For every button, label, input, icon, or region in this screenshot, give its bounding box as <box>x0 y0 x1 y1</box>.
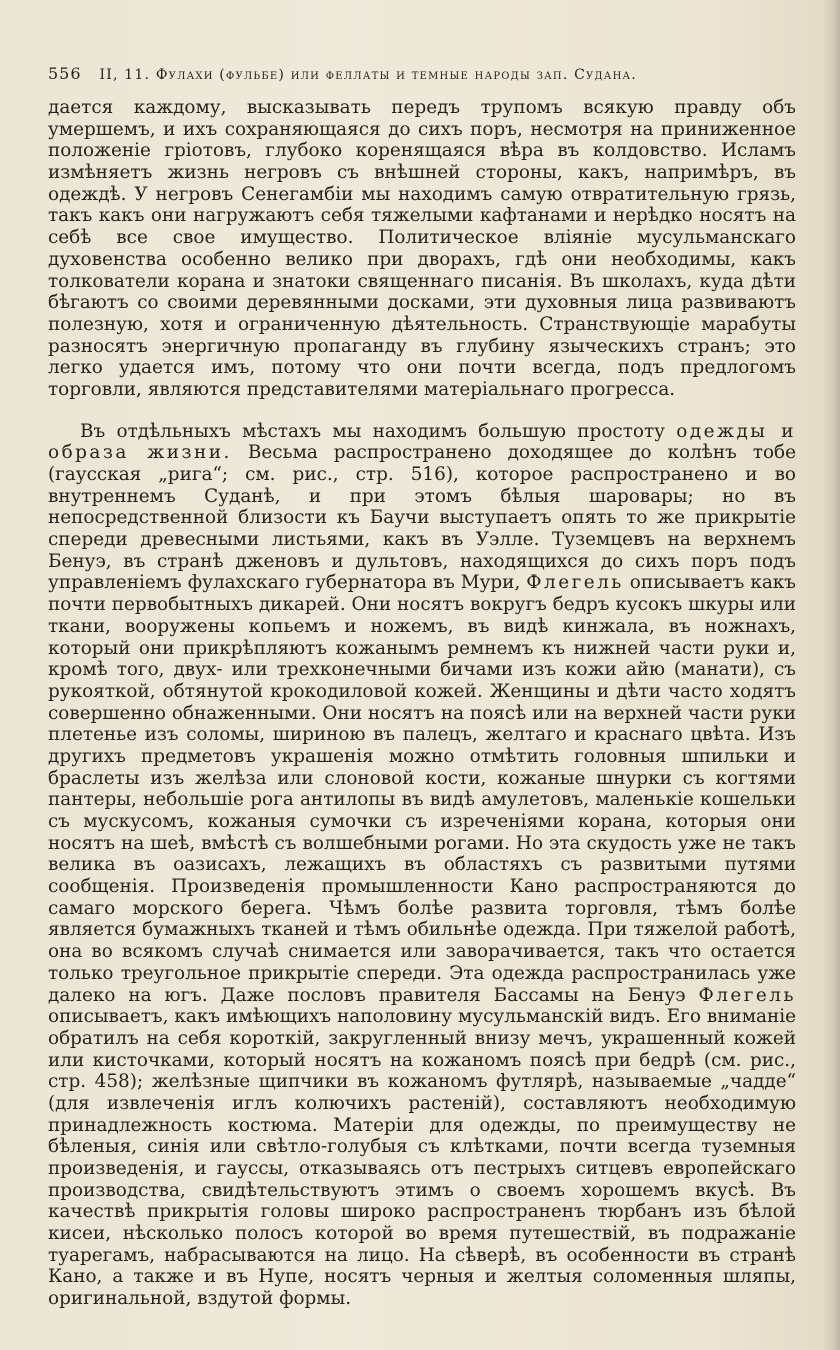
running-head: II, 11. Фулахи (фульбе) или феллаты и темные народы зап. Судана. <box>99 67 637 83</box>
paragraph-2-text-b: Весьма распространено доходящее до колѣнъ тобе (гаусская „рига“; см. рис., стр. 516), которое распространено и во внутреннемъ Суданѣ, и при этомъ бѣлыя шаровары; но въ непосредственной близости къ Баучи выступаетъ опять то же прикрытіе спереди древесными листьями, какъ въ Уэлле. Туземцевъ на верхнемъ Бенуэ, въ странѣ дженовъ и дультовъ, находящихся до сихъ поръ подъ управленіемъ фулахскаго губернатора въ Мури, <box>48 442 796 594</box>
paragraph-2-text-a: Въ отдѣльныхъ мѣстахъ мы находимъ большую простоту <box>80 420 677 442</box>
body-text <box>48 97 796 1310</box>
paragraph-2 <box>48 421 796 1310</box>
paragraph-1-text: дается каждому, высказывать передъ трупомъ всякую правду объ умершемъ, и ихъ сохраняющаяся до сихъ поръ, несмотря на приниженное положеніе гріотовъ, глубоко коренящаяся вѣра въ колдовство. Исламъ измѣняетъ жизнь негровъ съ внѣшней стороны, какъ, напримѣръ, въ одеждѣ. У негровъ Сенегамбіи мы находимъ самую отвратительную грязь, такъ какъ они нагружаютъ себя тяжелыми кафтанами и нерѣдко носятъ на себѣ все свое имущество. Политическое вліяніе мусульманскаго духовенства особенно велико при дворахъ, гдѣ они необходимы, какъ толкователи корана и знатоки священнаго писанія. Въ школахъ, куда дѣти бѣгаютъ со своими деревянными досками, эти духовныя лица развиваютъ полезную, хотя и ограниченную дѣятельность. Странствующіе марабуты разносятъ энергичную пропаганду въ глубину языческихъ странъ; это легко удается имъ, потому что они почти всегда, подъ предлогомъ торговли, являются представителями матеріальнаго прогресса. <box>48 97 796 400</box>
author-name-flegel-2: Флегель <box>698 984 796 1006</box>
paragraph-2-text-d: описываетъ, какъ имѣющихъ наполовину мусульманскій видъ. Его вниманіе обратилъ на себя короткій, закругленный внизу мечъ, украшенный кожей или кисточками, который носятъ на кожаномъ поясѣ при бедрѣ (см. рис., стр. 458); желѣзные щипчики въ кожаномъ футлярѣ, называемые „чадде“ (для извлеченія иглъ колючихъ растеній), составляютъ необходимую принадлежность костюма. Матеріи для одежды, по преимуществу не бѣленыя, синія или свѣтло-голубыя съ клѣтками, почти всегда туземныя произведенія, и гауссы, отказываясь отъ пестрыхъ ситцевъ европейскаго производства, свидѣтельствуютъ этимъ о своемъ хорошемъ вкусѣ. Въ качествѣ прикрытія головы широко распространенъ тюрбанъ изъ бѣлой кисеи, нѣсколько полосъ которой во время путешествій, въ подражаніе туарегамъ, набрасываются на лицо. На сѣверѣ, въ особенности въ странѣ Кано, а также и въ Нупе, носятъ черныя и желтыя соломенныя шляпы, оригинальной, вздутой формы. <box>48 1006 796 1310</box>
emphasis-clothing: одежды и образа жизни. <box>48 420 796 464</box>
paragraph-2-text-c: описываетъ какъ почти первобытныхъ дикарей. Они носятъ вокругъ бедръ кусокъ шкуры или ткани, вооружены копьемъ и ножемъ, въ видѣ кинжала, въ ножнахъ, который они прикрѣпляютъ кожанымъ ремнемъ къ нижней части руки и, кромѣ того, двух- или трехконечными бичами изъ кожи айю (манати), съ рукояткой, обтянутой крокодиловой кожей. Женщины и дѣти часто ходятъ совершенно обнаженными. Они носятъ на поясѣ или на верхней части руки плетенье изъ соломы, шириною въ палецъ, желтаго и краснаго цвѣта. Изъ другихъ предметовъ украшенія можно отмѣтить головныя шпильки и браслеты изъ желѣза или слоновой кости, кожаные шнурки съ когтями пантеры, небольшіе рога антилопы въ видѣ амулетовъ, маленькіе кошельки съ мускусомъ, кожаныя сумочки съ изреченіями корана, которыя они носятъ на шеѣ, вмѣстѣ съ волшебными рогами. Но эта скудость уже не такъ велика въ оазисахъ, лежащихъ въ областяхъ съ развитыми путями сообщенія. Произведенія промышленности Кано распространяются до самаго морского берега. Чѣмъ болѣе развита торговля, тѣмъ болѣе является бумажныхъ тканей и тѣмъ обильнѣе одежда. При тяжелой работѣ, она во всякомъ случаѣ снимается или заворачивается, такъ что остается только треугольное прикрытіе спереди. Эта одежда распространилась уже далеко на югъ. Даже пословъ правителя Бассамы на Бенуэ <box>48 572 796 1006</box>
page-header <box>48 64 808 86</box>
page-number: 556 <box>48 64 82 83</box>
paragraph-1 <box>48 97 796 401</box>
author-name-flegel: Флегель <box>526 572 624 594</box>
page-binding-shadow <box>822 0 840 1350</box>
